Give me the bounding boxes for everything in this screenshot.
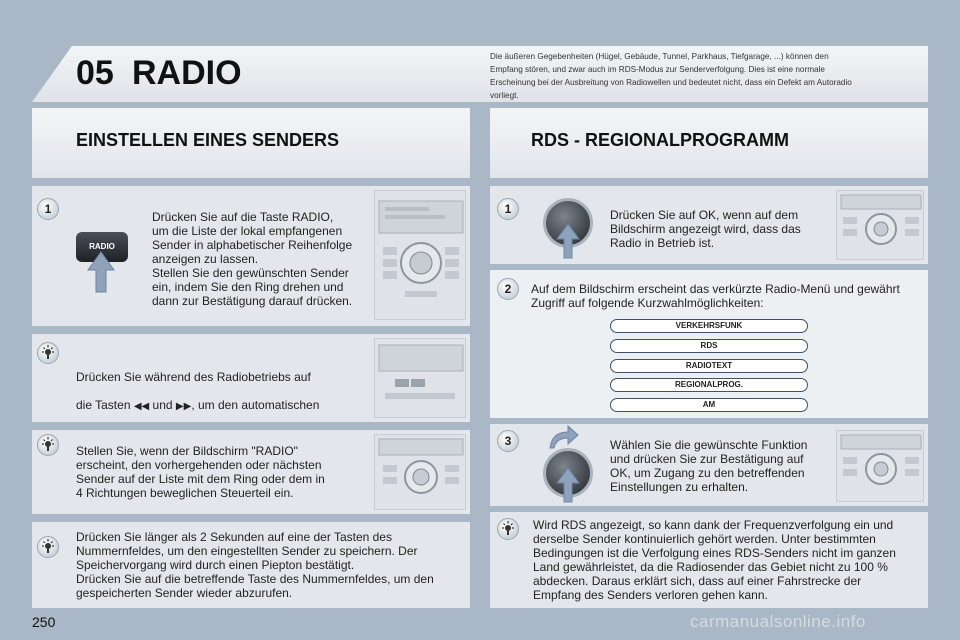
right-step1-badge: 1 — [497, 198, 519, 220]
left-tip2-text: Stellen Sie, wenn der Bildschirm "RADIO" erscheint, den vorhergehenden oder nächsten Sender auf der Liste mit dem Ring oder dem in 4 Richtungen beweglichen Steuerteil ein. — [76, 444, 325, 500]
menu-item-verkehrsfunk[interactable]: VERKEHRSFUNK — [610, 319, 808, 333]
watermark: carmanualsonline.info — [690, 612, 866, 631]
right-step2-text: Auf dem Bildschirm erscheint das verkürzte Radio-Menü und gewährt Zugriff auf folgende Kurzwahlmöglichkeiten: — [531, 282, 900, 310]
radio-unit-drawing — [375, 435, 467, 511]
page-number: 250 — [32, 614, 56, 630]
left-tip1-line-b3: , um den automatischen — [191, 398, 320, 412]
up-arrow-icon — [555, 466, 581, 504]
radio-unit-image — [374, 190, 466, 320]
radio-unit-image — [374, 338, 466, 418]
up-arrow-icon — [555, 222, 581, 260]
bulb-icon — [497, 518, 519, 540]
radio-unit-drawing — [837, 191, 925, 261]
rewind-icon: ◀◀ — [133, 401, 150, 412]
radio-unit-image — [836, 430, 924, 502]
radio-unit-drawing — [837, 431, 925, 503]
chapter-title: RADIO — [132, 54, 242, 92]
left-tip1-line-b1: die Tasten — [76, 398, 134, 412]
left-tip1-line-b — [76, 398, 372, 414]
bulb-icon — [37, 434, 59, 456]
left-tip1-line-b2: und — [149, 398, 176, 412]
menu-item-regionalprog[interactable]: REGIONALPROG. — [610, 378, 808, 392]
menu-item-radiotext[interactable]: RADIOTEXT — [610, 359, 808, 373]
radio-unit-drawing — [375, 339, 467, 419]
left-step1-badge: 1 — [37, 198, 59, 220]
bulb-icon — [37, 342, 59, 364]
bulb-icon — [37, 536, 59, 558]
right-step2-badge: 2 — [497, 278, 519, 300]
section-right-title: RDS - REGIONALPROGRAMM — [531, 130, 789, 150]
left-tip3-text: Drücken Sie länger als 2 Sekunden auf eine der Tasten des Nummernfeldes, um den eingestellten Sender zu speichern. Der Speichervorgang wird durch einen Piepton bestätigt. Drücken Sie auf die betreffende Taste des Nummernfeldes, um den gespeicherten Sender wieder abzurufen. — [76, 530, 434, 600]
header-note: Die äußeren Gegebenheiten (Hügel, Gebäude, Tunnel, Parkhaus, Tiefgarage, ...) können den Empfang stören, und zwar auch im RDS-Modus zur Senderverfolgung. Dies ist eine normale Erscheinung bei der Ausbreitung von Radiowellen und bedeutet nicht, dass ein Defekt am Autoradio vorliegt. — [490, 52, 852, 100]
menu-item-rds[interactable]: RDS — [610, 339, 808, 353]
right-step1-text: Drücken Sie auf OK, wenn auf dem Bildschirm angezeigt wird, dass das Radio in Betrieb ist. — [610, 208, 801, 250]
radio-unit-image — [374, 434, 466, 510]
section-left-title: EINSTELLEN EINES SENDERS — [76, 130, 340, 150]
right-tip-text: Wird RDS angezeigt, so kann dank der Frequenzverfolgung ein und derselbe Sender kontinuierlich gehört werden. Unter bestimmten Bedingungen ist die Verfolgung eines RDS-Senders nicht im ganzen Land gewährleistet, da die Radiosender das Gebiet nicht zu 100 % abdecken. Daraus erklärt sich, dass auf einer Fahrstrecke der Empfang des Senders verloren gehen kann. — [533, 518, 896, 602]
up-arrow-icon — [86, 250, 116, 294]
radio-button[interactable]: RADIO — [76, 232, 128, 262]
menu-item-am[interactable]: AM — [610, 398, 808, 412]
right-step3-badge: 3 — [497, 430, 519, 452]
header-corner — [32, 46, 72, 102]
chapter-number: 05 — [76, 54, 114, 92]
radio-unit-image — [836, 190, 924, 260]
radio-unit-drawing — [375, 191, 467, 321]
left-step1-text: Drücken Sie auf die Taste RADIO, um die Liste der lokal empfangenen Sender in alphabetischer Reihenfolge anzeigen zu lassen. Stellen Sie den gewünschten Sender ein, indem Sie den Ring drehen und dann zur Bestätigung darauf drücken. — [152, 210, 353, 308]
right-step3-text: Wählen Sie die gewünschte Funktion und drücken Sie zur Bestätigung auf OK, um Zugang zu den betreffenden Einstellungen zu erhalten. — [610, 438, 808, 494]
left-tip1-line-a: Drücken Sie während des Radiobetriebs auf — [76, 370, 311, 384]
fast-forward-icon: ▶▶ — [175, 401, 192, 412]
